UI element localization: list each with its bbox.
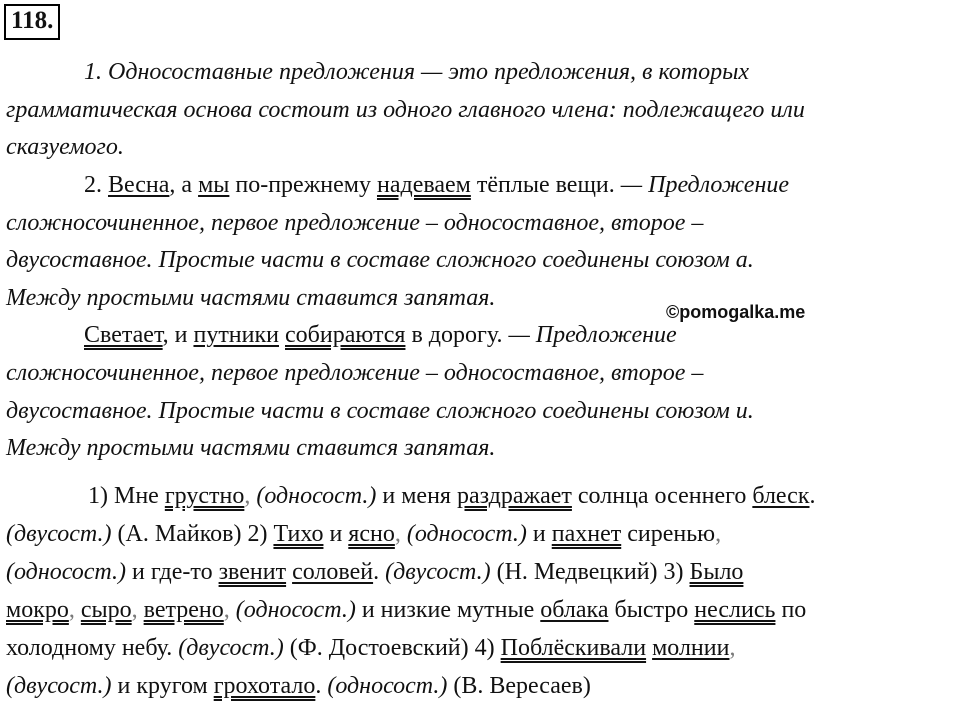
text: — Предложение xyxy=(508,322,677,348)
sentence-type: (односост.) xyxy=(256,483,377,509)
text: тёплые вещи. xyxy=(476,172,615,198)
comma: , xyxy=(131,597,138,623)
predicate-word: пахнет xyxy=(551,521,622,547)
p4-line-4 xyxy=(6,595,806,625)
p4-line-1 xyxy=(88,481,816,511)
predicate-word: мокро xyxy=(6,597,69,623)
predicate-word: Поблёскивали xyxy=(500,635,647,661)
text: по xyxy=(781,597,807,623)
subject-word: соловей xyxy=(292,559,374,585)
sentence-type: (односост.) xyxy=(235,597,356,623)
predicate-word: звенит xyxy=(218,559,287,585)
sentence-type: (односост.) xyxy=(406,521,527,547)
text: по-прежнему xyxy=(235,172,371,198)
predicate-word: Светает xyxy=(84,322,163,348)
text: и xyxy=(329,521,343,547)
sentence-type: (двусост.) xyxy=(385,559,491,585)
comma: , xyxy=(68,597,75,623)
subject-word: Весна xyxy=(108,172,170,198)
predicate-word: надеваем xyxy=(376,172,471,198)
predicate-word: ясно xyxy=(348,521,395,547)
p2-line-1 xyxy=(84,170,789,200)
sentence-type: (двусост.) xyxy=(6,521,112,547)
text: 2. xyxy=(84,172,102,198)
text: в дорогу. xyxy=(411,322,503,348)
text: (Н. Медвецкий) 3) xyxy=(496,559,684,585)
sentence-type: (односост.) xyxy=(327,673,448,699)
subject-word: путники xyxy=(193,322,279,348)
text: (В. Вересаев) xyxy=(453,673,591,699)
text: и низкие мутные xyxy=(361,597,535,623)
p4-line-5 xyxy=(6,633,735,663)
text: солнца осеннего xyxy=(577,483,747,509)
watermark: ©pomogalka.me xyxy=(666,302,806,322)
p2-line-3: двусоставное. Простые части в составе сложного соединены союзом а. xyxy=(6,247,754,273)
text: и кругом xyxy=(117,673,208,699)
text: и где-то xyxy=(132,559,213,585)
p4-line-3 xyxy=(6,557,743,587)
sentence-type: (односост.) xyxy=(6,559,127,585)
text: быстро xyxy=(614,597,689,623)
text: — Предложение xyxy=(620,172,790,198)
predicate-word: грустно xyxy=(164,483,245,509)
comma: , xyxy=(394,521,401,547)
text: и меня xyxy=(382,483,451,509)
text: , а xyxy=(169,172,193,198)
subject-word: блеск xyxy=(752,483,810,509)
text: (А. Майков) 2) xyxy=(117,521,268,547)
comma: , xyxy=(244,483,251,509)
predicate-word: раздражает xyxy=(456,483,572,509)
p1-line-1: 1. Односоставные предложения — это предложения, в которых xyxy=(84,59,750,85)
predicate-word: Было xyxy=(689,559,744,585)
text: и xyxy=(532,521,546,547)
subject-word: облака xyxy=(540,597,609,623)
predicate-word: Тихо xyxy=(273,521,324,547)
predicate-word: неслись xyxy=(694,597,776,623)
p1-line-3: сказуемого. xyxy=(6,134,124,160)
sentence-type: (двусост.) xyxy=(6,673,112,699)
text: . xyxy=(373,559,380,585)
sentence-type: (двусост.) xyxy=(178,635,284,661)
p3-line-4: Между простыми частями ставится запятая. xyxy=(6,435,496,461)
text: . xyxy=(315,673,322,699)
text: 1) Мне xyxy=(88,483,159,509)
text: холодному небу. xyxy=(6,635,173,661)
text: , и xyxy=(162,322,188,348)
p2-line-4: Между простыми частями ставится запятая. xyxy=(6,285,496,311)
p1-line-2: грамматическая основа состоит из одного главного члена: подлежащего или xyxy=(6,97,805,123)
comma: , xyxy=(715,521,722,547)
comma: , xyxy=(729,635,736,661)
p4-line-6 xyxy=(6,671,591,701)
p3-line-2: сложносочиненное, первое предложение – односоставное, второе – xyxy=(6,360,704,386)
p3-line-3: двусоставное. Простые части в составе сложного соединены союзом и. xyxy=(6,398,754,424)
text: (Ф. Достоевский) 4) xyxy=(289,635,495,661)
p2-line-2: сложносочиненное, первое предложение – односоставное, второе – xyxy=(6,210,704,236)
comma: , xyxy=(223,597,230,623)
predicate-word: сыро xyxy=(80,597,132,623)
predicate-word: собираются xyxy=(285,322,406,348)
text: . xyxy=(809,483,816,509)
text: сиренью xyxy=(627,521,716,547)
subject-word: молнии xyxy=(652,635,730,661)
p3-line-1 xyxy=(84,320,677,350)
subject-word: мы xyxy=(198,172,230,198)
predicate-word: грохотало xyxy=(213,673,316,699)
p4-line-2 xyxy=(6,519,721,549)
task-number: 118. xyxy=(4,4,60,40)
predicate-word: ветрено xyxy=(143,597,224,623)
